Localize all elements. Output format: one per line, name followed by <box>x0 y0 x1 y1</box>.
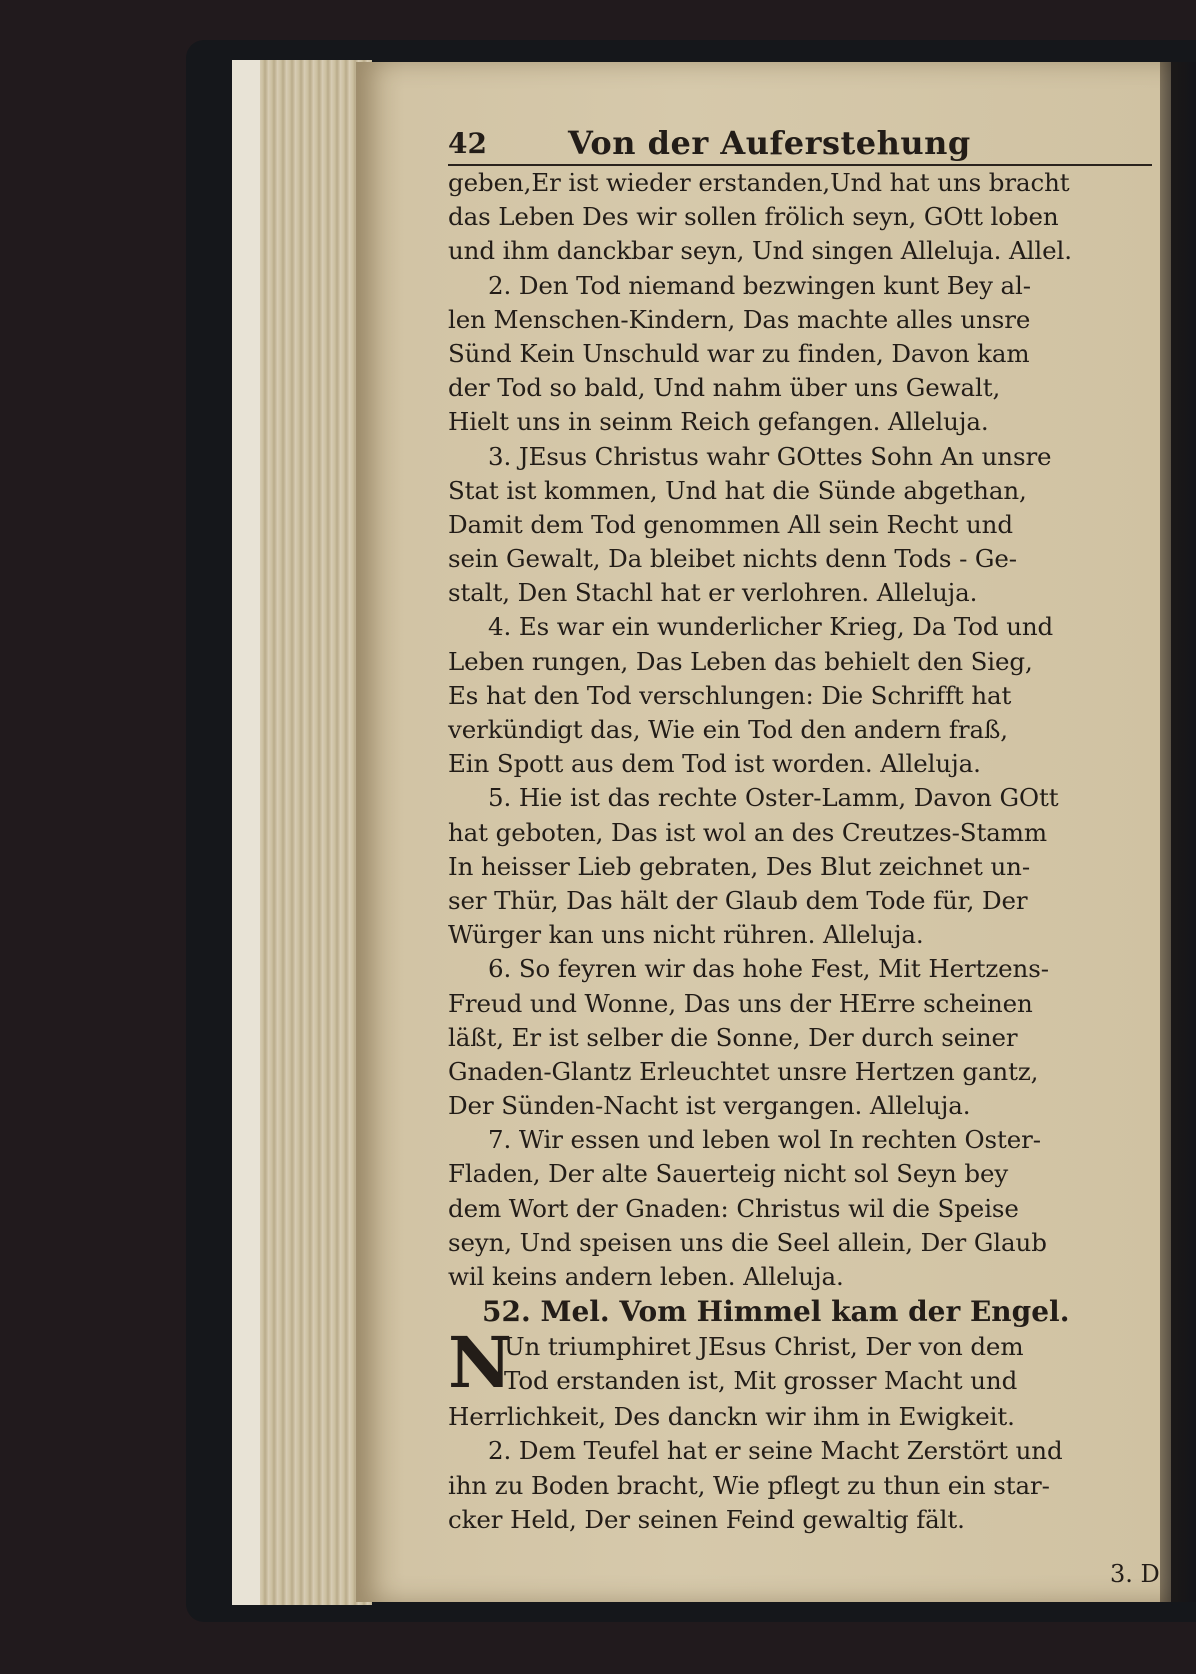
text-line: Freud und Wonne, Das uns der HErre scheinen <box>448 988 1033 1018</box>
text-line: Stat ist kommen, Und hat die Sünde abgethan, <box>448 475 1027 505</box>
page-header <box>448 118 1152 166</box>
text-line: len Menschen-Kindern, Das machte alles unsre <box>448 304 1031 334</box>
text-line: Ein Spott aus dem Tod ist worden. Alleluja. <box>448 749 981 779</box>
verse-start: 3. JEsus Christus wahr GOttes Sohn An unsre <box>488 441 1052 471</box>
text-line: seyn, Und speisen uns die Seel allein, Der Glaub <box>448 1227 1047 1257</box>
text-line: stalt, Den Stachl hat er verlohren. Alleluja. <box>448 578 978 608</box>
hymn-52-verses <box>448 1321 1152 1537</box>
text-line: Damit dem Tod genommen All sein Recht und <box>448 509 1013 539</box>
text-line: der Tod so bald, Und nahm über uns Gewalt, <box>448 373 1001 403</box>
text-line: das Leben Des wir sollen frölich seyn, GOtt loben <box>448 202 1059 232</box>
page-number: 42 <box>448 127 487 160</box>
text-line: Sünd Kein Unschuld war zu finden, Davon kam <box>448 338 1030 368</box>
text-line: läßt, Er ist selber die Sonne, Der durch seiner <box>448 1022 1018 1052</box>
text-line: Gnaden-Glantz Erleuchtet unsre Hertzen gantz, <box>448 1056 1039 1086</box>
text-line: ihn zu Boden bracht, Wie pflegt zu thun ein star- <box>448 1470 1050 1500</box>
hymn-heading: 52. Mel. Vom Himmel kam der Engel. <box>482 1295 1070 1329</box>
drop-cap-lines <box>504 1330 1023 1400</box>
text-line: Herrlichkeit, Des danckn wir ihm in Ewigkeit. <box>448 1402 1015 1432</box>
page-text <box>448 118 1152 1537</box>
text-line: geben,Er ist wieder erstanden,Und hat uns bracht <box>448 168 1070 197</box>
verse-start: 2. Den Tod niemand bezwingen kunt Bey al- <box>488 270 1031 300</box>
page-stack-edge <box>232 60 260 1605</box>
text-line: Fladen, Der alte Sauerteig nicht sol Seyn bey <box>448 1159 1009 1189</box>
text-line: wil keins andern leben. Alleluja. <box>448 1262 844 1291</box>
verse-start: 2. Dem Teufel hat er seine Macht Zerstört und <box>488 1436 1063 1466</box>
text-line: und ihm danckbar seyn, Und singen Alleluja. Allel. <box>448 236 1072 266</box>
drop-cap-block <box>448 1321 1152 1405</box>
running-title: Von der Auferstehung <box>568 124 971 162</box>
text-line: Der Sünden-Nacht ist vergangen. Alleluja. <box>448 1091 971 1121</box>
text-line: In heisser Lieb gebraten, Des Blut zeichnet un- <box>448 851 1031 881</box>
text-line: Hielt uns in seinm Reich gefangen. Alleluja. <box>448 407 989 437</box>
verse-start: 6. So feyren wir das hohe Fest, Mit Hertzens- <box>488 954 1049 984</box>
text-line: dem Wort der Gnaden: Christus wil die Speise <box>448 1193 1019 1223</box>
text-line: Es hat den Tod verschlungen: Die Schrifft hat <box>448 680 1012 710</box>
text-line: cker Held, Der seinen Feind gewaltig fält. <box>448 1504 965 1534</box>
hymn-51-verses <box>448 166 1152 1294</box>
text-line: ser Thür, Das hält der Glaub dem Tode für, Der <box>448 885 1028 915</box>
text-line: Würger kan uns nicht rühren. Alleluja. <box>448 920 924 950</box>
verse-start: 4. Es war ein wunderlicher Krieg, Da Tod und <box>488 612 1054 642</box>
text-line: sein Gewalt, Da bleibet nichts denn Tods - Ge- <box>448 544 1017 574</box>
catchword: 3. D <box>1110 1560 1160 1588</box>
drop-cap: N <box>448 1321 512 1405</box>
verse-start: 7. Wir essen und leben wol In rechten Oster- <box>488 1125 1041 1155</box>
text-line: hat geboten, Das ist wol an des Creutzes-Stamm <box>448 817 1047 847</box>
gutter-shadow <box>1160 62 1196 1602</box>
text-line: Un triumphiret JEsus Christ, Der von dem <box>504 1332 1024 1362</box>
verse-start: 5. Hie ist das rechte Oster-Lamm, Davon GOtt <box>488 783 1059 813</box>
text-line: verkündigt das, Wie ein Tod den andern fraß, <box>448 715 1008 744</box>
text-line: Tod erstanden ist, Mit grosser Macht und <box>504 1366 1018 1396</box>
text-line: Leben rungen, Das Leben das behielt den Sieg, <box>448 646 1033 676</box>
